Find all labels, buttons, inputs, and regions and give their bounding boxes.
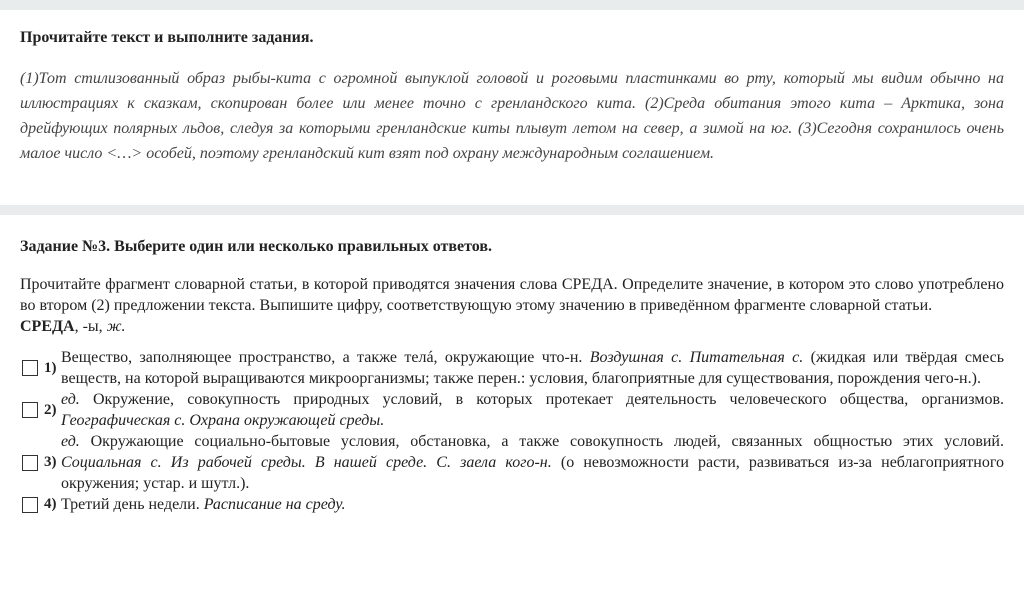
text-panel <box>0 10 1024 205</box>
task-instruction: Прочитайте фрагмент словарной статьи, в которой приводятся значения слова СРЕДА. Определите значение, в котором это слово употреблено во втором (2) предложении текста. Выпишите цифру, соответствующую этому значению в приведённом фрагменте словарной статьи. <box>20 276 1004 314</box>
option-4-text: Третий день недели. <box>61 496 204 513</box>
entry-word: СРЕДА <box>20 318 75 335</box>
task-heading: Задание №3. Выберите один или несколько правильных ответов. <box>20 238 493 255</box>
option-4-label: 4) <box>44 496 57 512</box>
option-3 <box>20 431 1004 494</box>
option-3-text: Окружающие социально-бытовые условия, обстановка, а также совокупность людей, связанных общностью этих условий. <box>79 433 1004 450</box>
entry-gender: ж. <box>106 318 126 335</box>
option-2-label: 2) <box>44 401 57 418</box>
option-2-text: Окружение, совокупность природных условий, в которых протекает деятельность человеческого общества, организмов. <box>79 391 1004 408</box>
option-4-control[interactable] <box>22 494 57 515</box>
option-3-example: Социальная с. Из рабочей среды. В нашей среде. С. заела кого-н. <box>61 454 552 471</box>
option-2-control[interactable] <box>22 389 57 431</box>
checkbox-1[interactable] <box>22 360 38 376</box>
option-2 <box>20 389 1004 431</box>
option-1-control[interactable] <box>22 347 57 389</box>
checkbox-4[interactable] <box>22 497 38 513</box>
option-1 <box>20 347 1004 389</box>
option-1-text: Вещество, заполняющее пространство, а также телá, окружающие что-н. <box>61 349 590 366</box>
option-1-label: 1) <box>44 359 57 376</box>
option-1-example: Воздушная с. Питательная с. <box>589 349 804 366</box>
option-3-mark: ед. <box>61 433 80 450</box>
option-1-note: (жидкая или твёрдая смесь веществ, на которой выращиваются микроорганизмы; также перен.: условия, благоприятные для существования, порождения чего-н.). <box>61 349 1005 387</box>
section-divider <box>0 205 1024 215</box>
task-panel <box>0 215 1024 515</box>
entry-suffix: , -ы, <box>74 318 107 335</box>
reading-passage: (1)Тот стилизованный образ рыбы-кита с огромной выпуклой головой и роговыми пластинками во рту, который мы видим обычно на иллюстрациях к сказкам, скопирован более или менее точно с гренландского кита. (2)Среда обитания этого кита – Арктика, зона дрейфующих полярных льдов, следуя за которыми гренландские киты плывут летом на север, а зимой на юг. (3)Сегодня сохранилось очень малое число <…> особей, поэтому гренландский кит взят под охрану международным соглашением. <box>20 70 1004 162</box>
checkbox-3[interactable] <box>22 455 38 471</box>
answer-options <box>20 347 1004 515</box>
top-divider <box>0 0 1024 10</box>
option-4 <box>20 494 1004 515</box>
option-3-control[interactable] <box>22 431 57 494</box>
option-2-example: Географическая с. Охрана окружающей среды. <box>61 412 385 429</box>
checkbox-2[interactable] <box>22 402 38 418</box>
option-2-mark: ед. <box>61 391 80 408</box>
option-3-label: 3) <box>44 454 57 470</box>
option-4-example: Расписание на среду. <box>203 496 346 513</box>
text-heading: Прочитайте текст и выполните задания. <box>20 29 314 46</box>
option-3-note: (о невозможности расти, развиваться из-за неблагоприятного окружения; устар. и шутл.). <box>61 454 1004 492</box>
dictionary-entry-head <box>20 316 1004 337</box>
